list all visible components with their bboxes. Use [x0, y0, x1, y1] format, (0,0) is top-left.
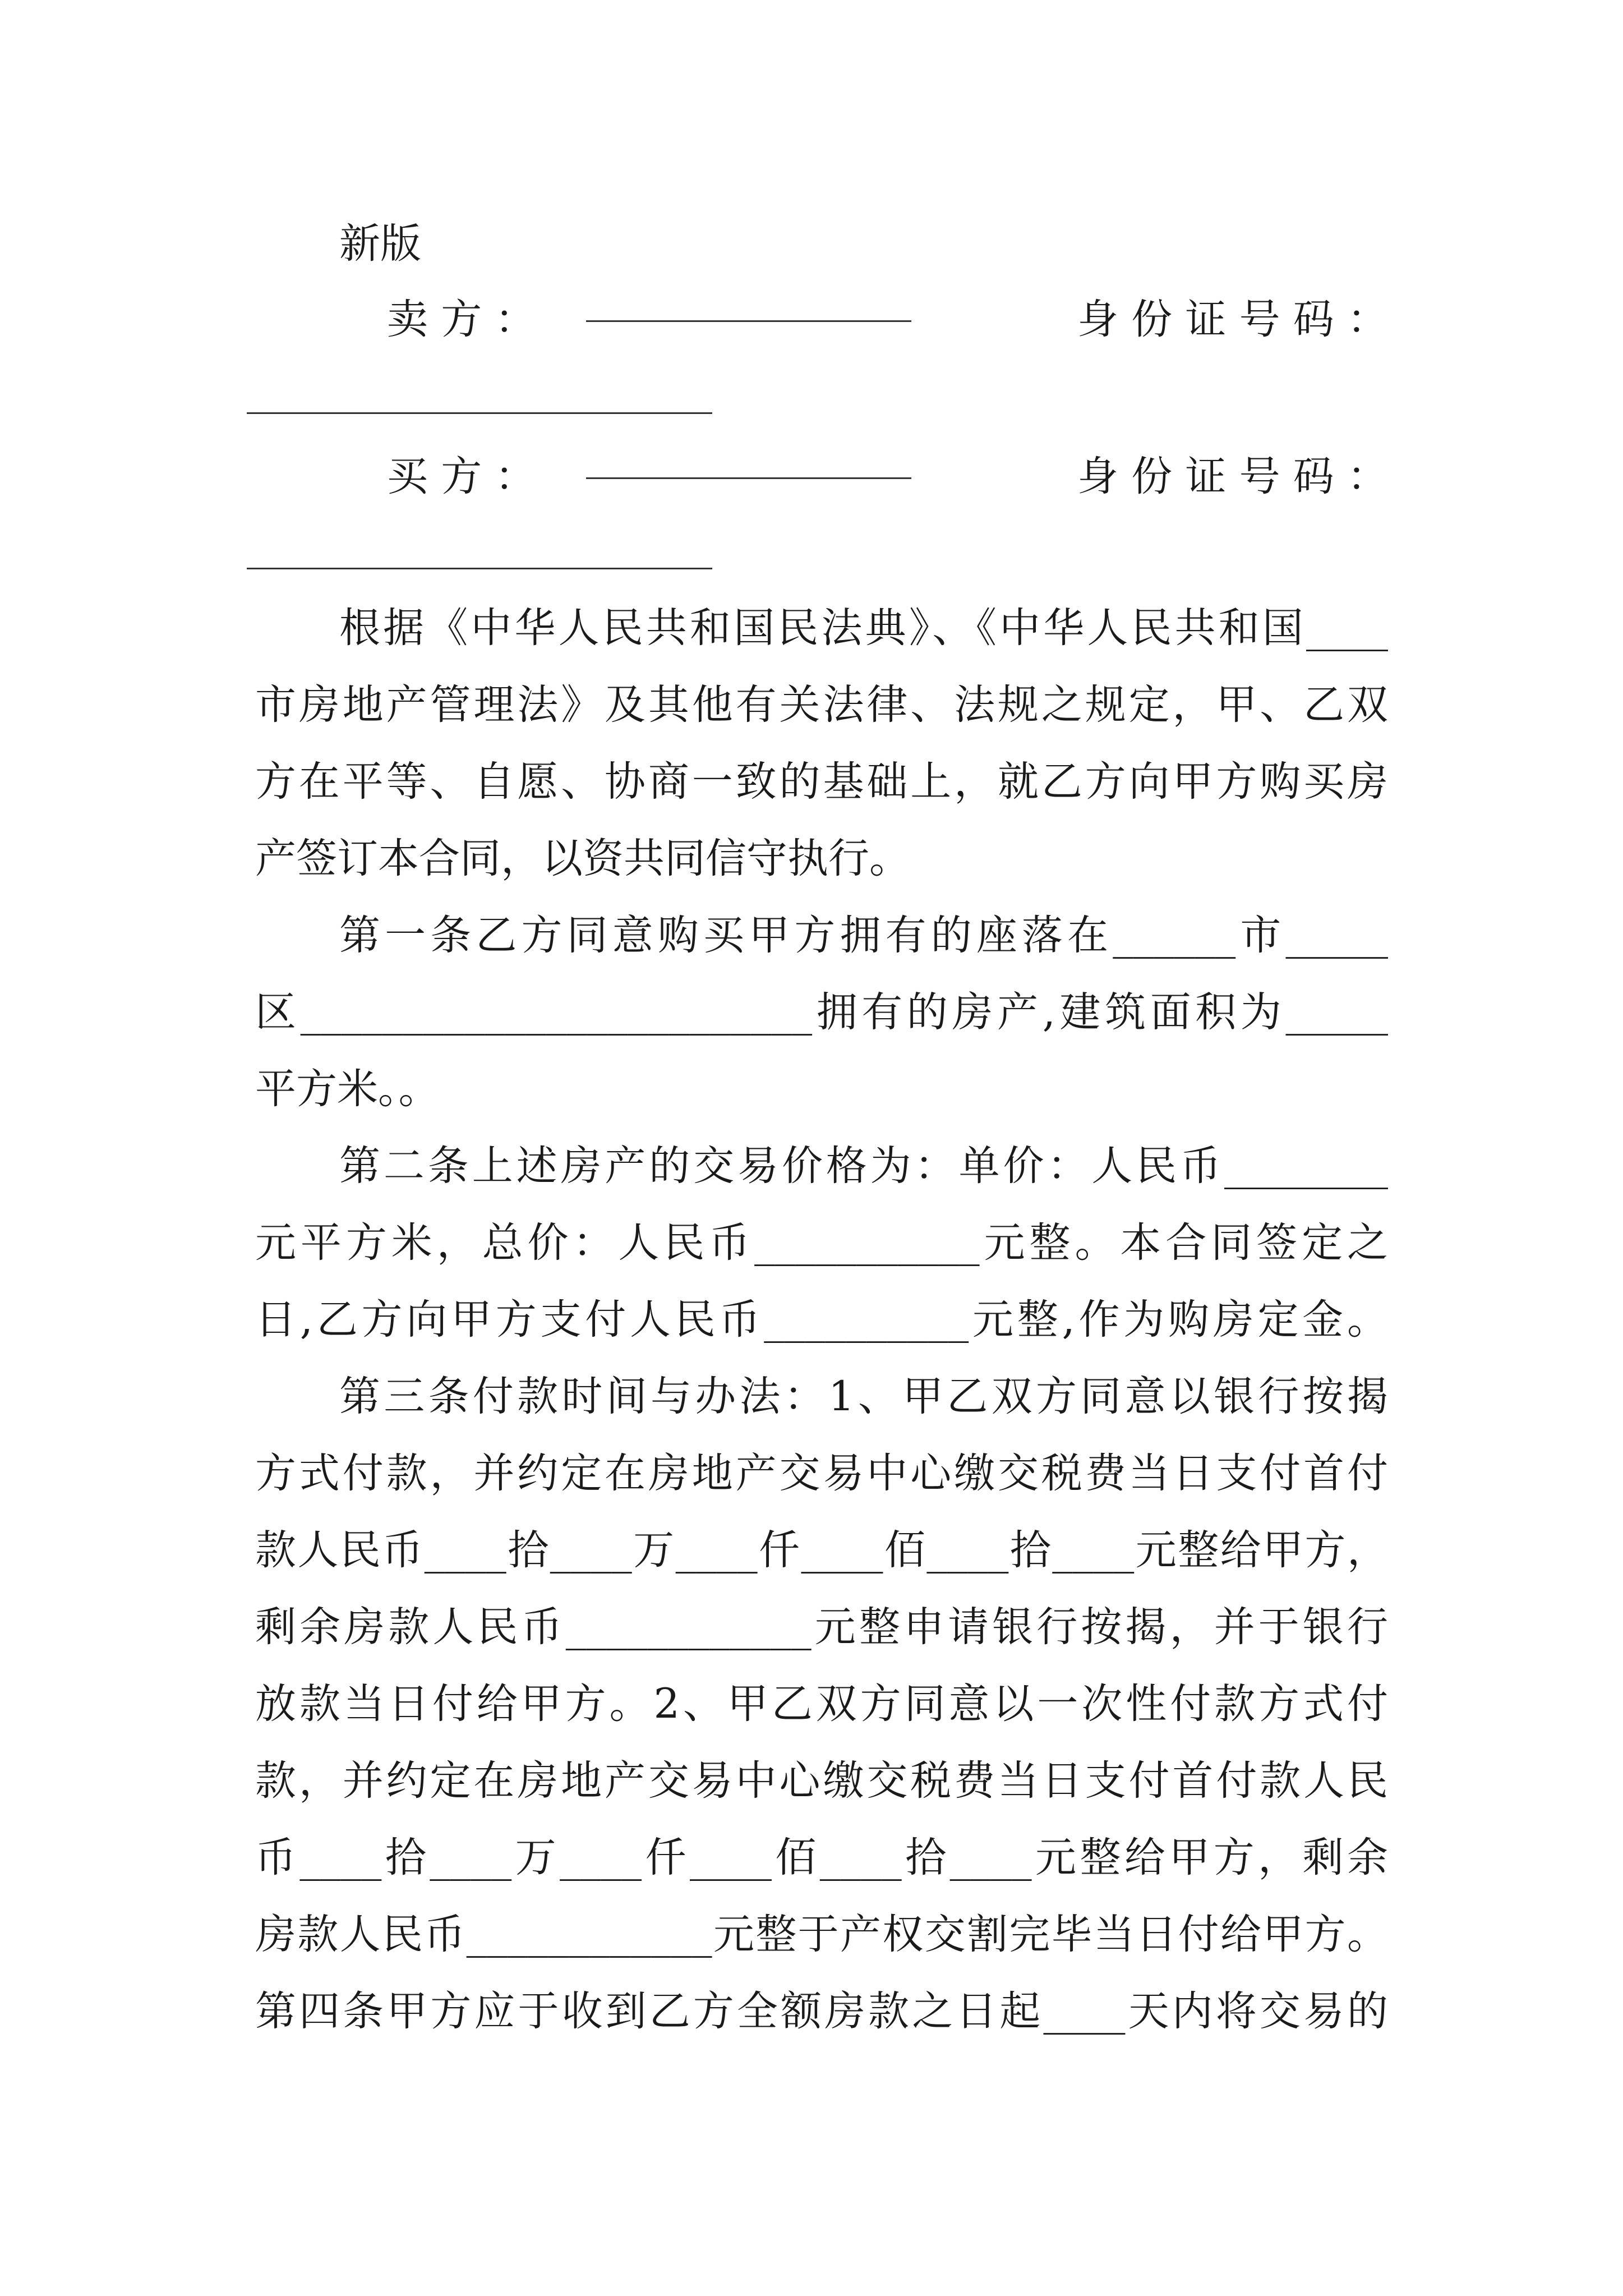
buyer-id-blank[interactable]	[247, 568, 712, 569]
buyer-name-blank[interactable]	[586, 475, 911, 479]
seller-name-blank[interactable]	[586, 318, 911, 322]
body-line-6: 区_________________________拥有的房产,建筑面积为_____	[255, 988, 1388, 1036]
body-line-14: 剩余房款人民币____________元整申请银行按揭，并于银行	[255, 1603, 1388, 1651]
body-line-13: 款人民币____拾____万____仟____佰____拾____元整给甲方，	[255, 1526, 1388, 1574]
seller-id-blank[interactable]	[247, 412, 712, 414]
body-line-18: 房款人民币____________元整于产权交割完毕当日付给甲方。	[255, 1911, 1388, 1958]
body-line-17: 币____拾____万____仟____佰____拾____元整给甲方，剩余	[255, 1834, 1388, 1881]
seller-label: 卖 方 ：	[387, 296, 536, 343]
body-line-10: 日,乙方向甲方支付人民币__________元整,作为购房定金。	[255, 1296, 1388, 1343]
body-line-7: 平方米。。	[255, 1065, 440, 1113]
body-line-9: 元平方米，总价：人民币___________元整。本合同签定之	[255, 1219, 1388, 1267]
body-line-11: 第三条付款时间与办法：1、甲乙双方同意以银行按揭	[339, 1373, 1388, 1420]
buyer-label: 买 方 ：	[387, 453, 536, 500]
body-line-1: 根据《中华人民共和国民法典》、《中华人民共和国____	[339, 604, 1388, 652]
document-tag: 新版	[339, 220, 421, 268]
seller-id-label: 身 份 证 号 码 ：	[1077, 296, 1388, 343]
buyer-row	[387, 449, 1388, 505]
body-line-15: 放款当日付给甲方。2、甲乙双方同意以一次性付款方式付	[255, 1680, 1388, 1728]
body-line-3: 方在平等、自愿、协商一致的基础上，就乙方向甲方购买房	[255, 758, 1388, 806]
body-line-19: 第四条甲方应于收到乙方全额房款之日起____天内将交易的	[255, 1987, 1388, 2035]
body-line-16: 款，并约定在房地产交易中心缴交税费当日支付首付款人民	[255, 1757, 1388, 1805]
body-line-5: 第一条乙方同意购买甲方拥有的座落在______市_____	[339, 912, 1388, 959]
body-line-12: 方式付款，并约定在房地产交易中心缴交税费当日支付首付	[255, 1450, 1388, 1497]
buyer-id-label: 身 份 证 号 码 ：	[1077, 453, 1388, 500]
seller-row	[387, 292, 1388, 348]
body-line-2: 市房地产管理法》及其他有关法律、法规之规定，甲、乙双	[255, 681, 1388, 729]
body-line-4: 产签订本合同，以资共同信守执行。	[255, 835, 910, 882]
body-line-8: 第二条上述房产的交易价格为：单价：人民币________	[339, 1142, 1388, 1190]
